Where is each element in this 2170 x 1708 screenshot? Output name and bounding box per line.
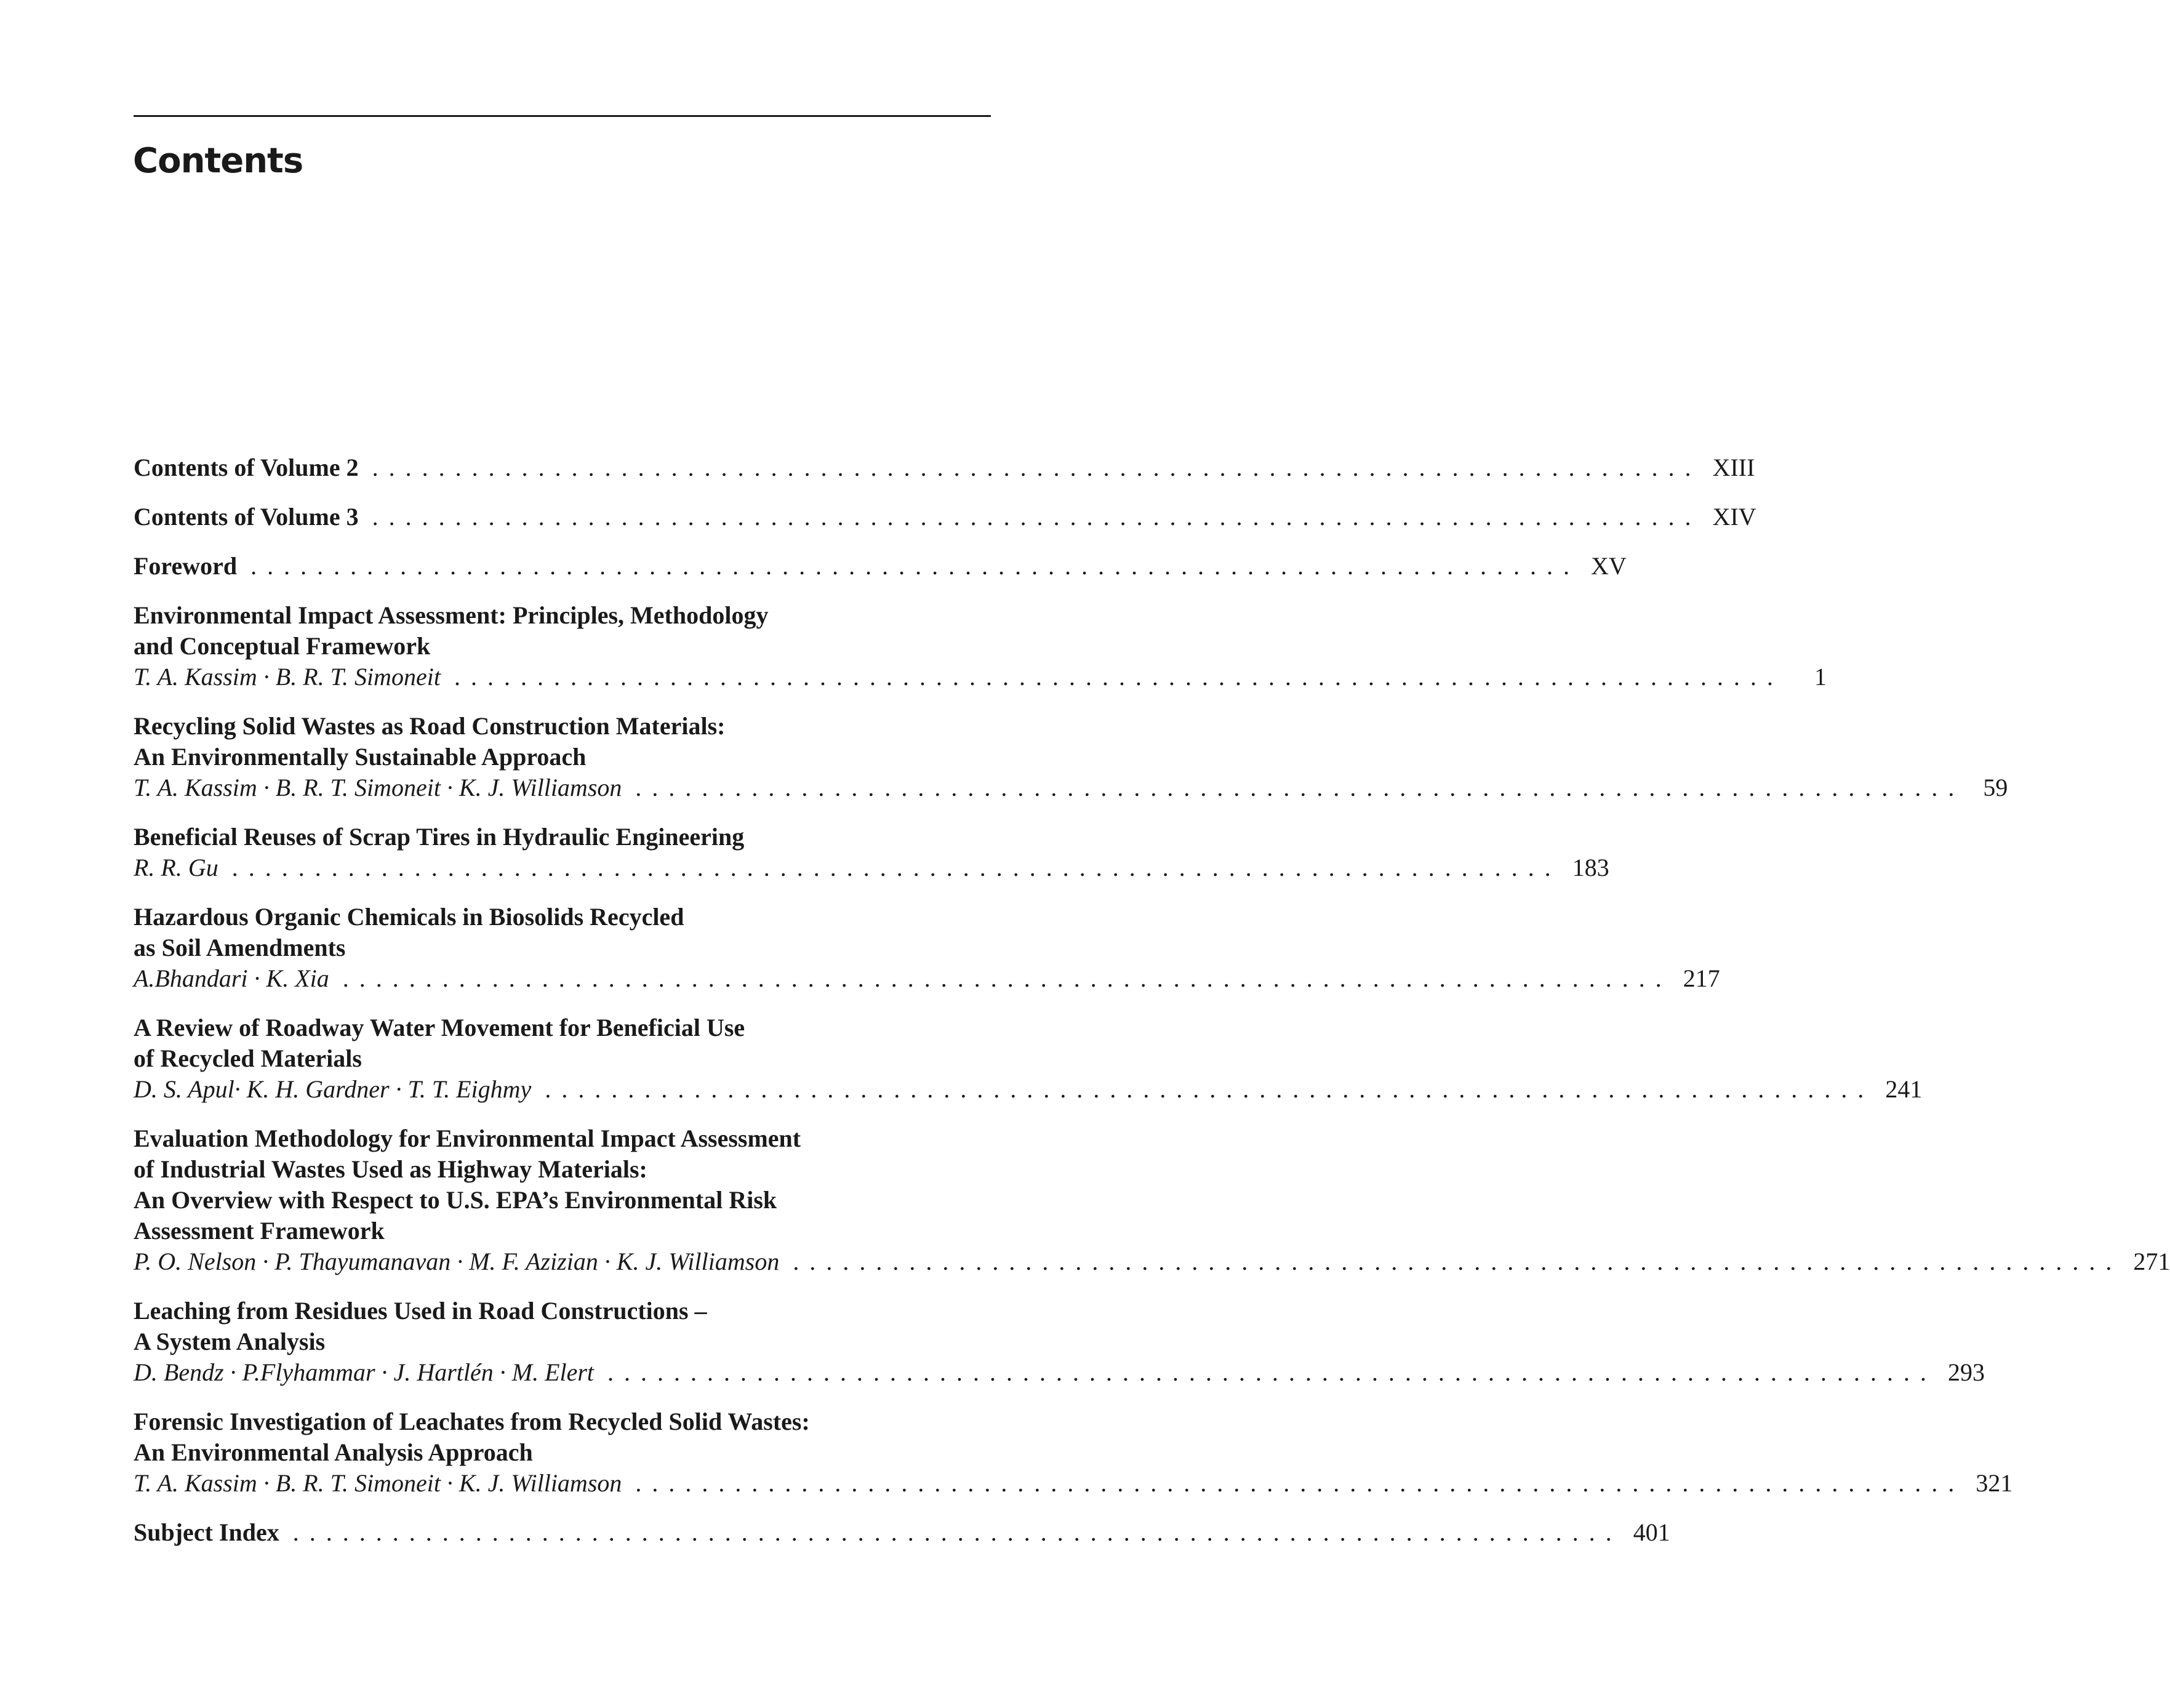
- dot-leader: ................................................................................: [635, 1469, 1965, 1497]
- dot-leader: ................................................................................: [607, 1358, 1937, 1386]
- toc-entry: [134, 1517, 1670, 1548]
- dot-leader: ................................................................................: [250, 552, 1580, 580]
- page-number: 241: [1885, 1075, 1923, 1103]
- toc-leader-row: [134, 662, 1827, 692]
- section-label: Contents of Volume 2: [134, 454, 359, 481]
- chapter-title-line: An Environmentally Sustainable Approach: [134, 743, 587, 771]
- page-number: 217: [1683, 964, 1720, 992]
- chapter-authors: D. S. Apul· K. H. Gardner · T. T. Eighmy: [134, 1075, 532, 1103]
- chapter-title-line: A Review of Roadway Water Movement for Beneficial Use: [134, 1014, 745, 1041]
- page-number: XIII: [1712, 454, 1755, 481]
- dot-leader: ................................................................................: [454, 663, 1784, 691]
- chapter-title-line: Beneficial Reuses of Scrap Tires in Hydraulic Engineering: [134, 823, 745, 851]
- toc-entry: [134, 452, 1755, 483]
- toc-leader-row: [134, 551, 1627, 582]
- chapter-title-line: Assessment Framework: [134, 1217, 385, 1245]
- header-rule: [134, 115, 991, 117]
- page-number: 271: [2133, 1248, 2170, 1275]
- chapter-authors: R. R. Gu: [134, 854, 218, 881]
- chapter-title-line: and Conceptual Framework: [134, 632, 431, 660]
- toc-leader-row: [134, 852, 1609, 883]
- chapter-authors: A.Bhandari · K. Xia: [134, 964, 329, 992]
- toc-leader-row: [134, 1074, 1923, 1105]
- chapter-title-line: Forensic Investigation of Leachates from Recycled Solid Wastes:: [134, 1408, 810, 1435]
- dot-leader: ................................................................................: [292, 1518, 1622, 1546]
- toc-entry: [134, 502, 1756, 532]
- toc-entry: [134, 1406, 2013, 1499]
- dot-leader: ................................................................................: [372, 503, 1702, 531]
- chapter-authors: T. A. Kassim · B. R. T. Simoneit · K. J. Williamson: [134, 1469, 622, 1497]
- page-number: 321: [1976, 1469, 2013, 1497]
- toc-entry: [134, 1012, 1923, 1105]
- dot-leader: ................................................................................: [342, 964, 1672, 992]
- chapter-title-line: as Soil Amendments: [134, 934, 346, 961]
- page-number: 401: [1633, 1518, 1670, 1546]
- dot-leader: ................................................................................: [231, 854, 1561, 881]
- section-label: Foreword: [134, 552, 238, 580]
- toc-entry: [134, 822, 1609, 883]
- toc-leader-row: [134, 1246, 2170, 1277]
- page-title: Contents: [133, 141, 303, 181]
- toc-entry: [134, 711, 2008, 803]
- toc-leader-row: [134, 772, 2008, 803]
- toc-leader-row: [134, 1517, 1670, 1548]
- chapter-title-line: of Recycled Materials: [134, 1044, 362, 1072]
- page-number: XIV: [1712, 503, 1756, 531]
- toc-entry: [134, 1123, 2170, 1277]
- page-number: 183: [1572, 854, 1609, 881]
- chapter-authors: T. A. Kassim · B. R. T. Simoneit: [134, 663, 441, 691]
- section-label: Contents of Volume 3: [134, 503, 359, 531]
- chapter-title-line: of Industrial Wastes Used as Highway Materials:: [134, 1155, 647, 1183]
- toc-leader-row: [134, 1468, 2013, 1499]
- chapter-title-line: Evaluation Methodology for Environmental Impact Assessment: [134, 1125, 801, 1152]
- chapter-title-line: A System Analysis: [134, 1328, 326, 1355]
- chapter-authors: T. A. Kassim · B. R. T. Simoneit · K. J. Williamson: [134, 774, 622, 801]
- chapter-title-line: An Overview with Respect to U.S. EPA’s Environmental Risk: [134, 1186, 777, 1214]
- page-number: 1: [1814, 663, 1827, 691]
- table-of-contents: [134, 452, 2170, 1566]
- toc-leader-row: [134, 1357, 1985, 1388]
- chapter-title-line: Environmental Impact Assessment: Principles, Methodology: [134, 601, 769, 629]
- toc-leader-row: [134, 502, 1756, 532]
- toc-entry: [134, 600, 1827, 692]
- dot-leader: ................................................................................: [635, 774, 1965, 801]
- chapter-authors: P. O. Nelson · P. Thayumanavan · M. F. Azizian · K. J. Williamson: [134, 1248, 780, 1275]
- toc-entry: [134, 551, 1627, 582]
- toc-leader-row: [134, 963, 1720, 994]
- toc-leader-row: [134, 452, 1755, 483]
- toc-entry: [134, 1296, 1985, 1388]
- chapter-title-line: Hazardous Organic Chemicals in Biosolids Recycled: [134, 903, 684, 931]
- dot-leader: ................................................................................: [545, 1075, 1875, 1103]
- section-label: Subject Index: [134, 1518, 279, 1546]
- chapter-authors: D. Bendz · P.Flyhammar · J. Hartlén · M. Elert: [134, 1358, 595, 1386]
- dot-leader: ................................................................................: [372, 454, 1702, 481]
- chapter-title-line: Recycling Solid Wastes as Road Construction Materials:: [134, 712, 726, 740]
- dot-leader: ................................................................................: [793, 1248, 2123, 1275]
- page-number: 293: [1948, 1358, 1985, 1386]
- toc-entry: [134, 902, 1720, 994]
- chapter-title-line: An Environmental Analysis Approach: [134, 1438, 533, 1466]
- page-number: XV: [1591, 552, 1627, 580]
- chapter-title-line: Leaching from Residues Used in Road Constructions –: [134, 1297, 707, 1325]
- page-number: 59: [1983, 774, 2008, 801]
